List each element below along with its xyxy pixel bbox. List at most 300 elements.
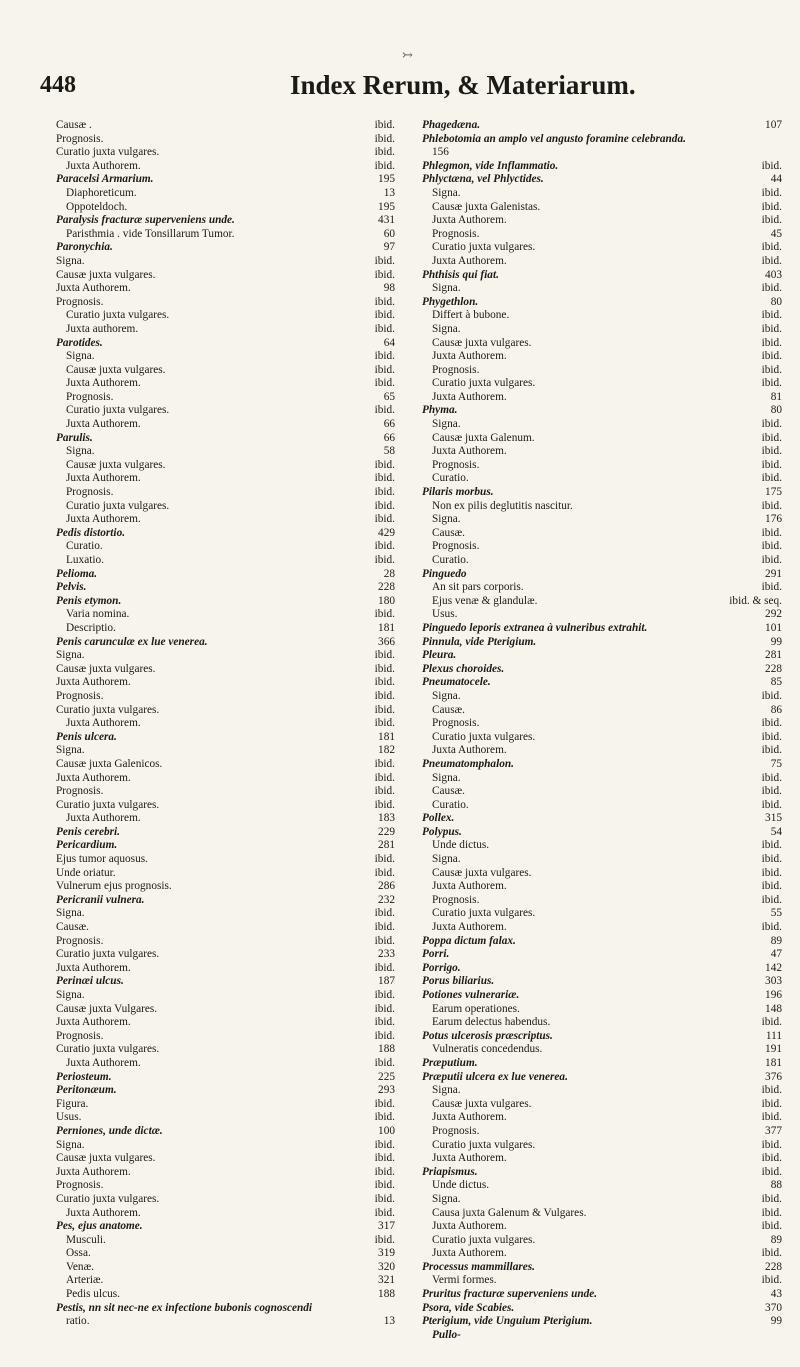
entry-page-ref: 54 [770,825,782,838]
entry-text: Juxta Authorem. [56,1165,131,1178]
entry-page-ref: ibid. [761,214,782,227]
entry-page-ref: ibid. [374,989,395,1001]
entry-page-ref: 315 [765,812,782,825]
entry-page-ref: ibid. [374,472,395,485]
index-entry [422,296,782,310]
index-entry [422,1125,782,1139]
entry-page-ref: 66 [383,431,395,444]
entry-text: Usus. [56,1111,82,1124]
index-entry [422,717,782,731]
index-entry [56,201,419,215]
index-entry [422,459,782,473]
entry-page-ref: ibid. [761,1247,782,1260]
entry-page-ref: ibid. [374,1016,395,1029]
entry-text: Signa. [56,907,85,920]
entry-text: Pestis, nn sit nec-ne ex infectione bubonis cognoscendi [56,1301,313,1314]
index-entry [56,921,419,935]
entry-page-ref: ibid. [374,377,395,390]
index-entry [422,323,782,337]
entry-text: Musculi. [66,1233,106,1246]
index-entry [422,731,782,745]
entry-page-ref: 377 [765,1124,782,1137]
entry-text: Curatio. [432,472,469,485]
entry-page-ref: ibid. [374,703,395,716]
entry-text: Perinæi ulcus. [56,975,124,988]
index-entry [422,704,782,718]
index-entry [422,785,782,799]
entry-text: Ejus tumor aquosus. [56,853,148,866]
entry-page-ref: ibid. [374,268,395,281]
entry-text: Causæ juxta Galenum. [432,431,535,444]
entry-text: Curatio juxta vulgares. [432,907,536,920]
entry-text: Unde dictus. [432,1179,490,1192]
index-entry [56,1071,419,1085]
entry-text: Causæ juxta vulgares. [56,662,156,675]
entry-text: Pinnula, vide Pterigium. [422,635,537,648]
entry-page-ref: 98 [383,282,395,295]
index-entry [422,595,782,609]
entry-text: Signa. [432,322,461,335]
index-entry [422,907,782,921]
entry-page-ref: ibid. [761,717,782,730]
entry-page-ref: ibid. [374,1192,395,1205]
entry-page-ref: 195 [378,173,395,186]
entry-text: Psora, vide Scabies. [422,1301,515,1314]
entry-text: Prognosis. [432,227,480,240]
entry-page-ref: ibid. [761,689,782,702]
entry-text: Curatio juxta vulgares. [432,1138,536,1151]
entry-text: Signa. [432,282,461,295]
entry-text: Phlebotomia an amplo vel angusto foramine celebranda. [422,132,686,145]
entry-text: Pelvis. [56,581,87,594]
index-entry [422,500,782,514]
entry-text: Signa. [66,445,95,458]
entry-text: Unde oriatur. [56,866,116,879]
entry-text: Juxta Authorem. [432,744,507,757]
entry-text: Causæ juxta Galenicos. [56,757,163,770]
entry-page-ref: ibid. [374,146,395,159]
entry-page-ref: 55 [770,907,782,920]
index-entry [56,1288,419,1302]
index-entry [56,1247,419,1261]
entry-text: Earum delectus habendus. [432,1016,551,1029]
entry-text: Prognosis. [56,1179,104,1192]
entry-page-ref: ibid. [761,839,782,852]
entry-text: Juxta Authorem. [66,1056,141,1069]
index-entry [56,432,419,446]
entry-page-ref: 88 [770,1179,782,1192]
index-entry [422,663,782,677]
entry-text: Causæ. [432,703,465,716]
entry-text: Prognosis. [56,785,104,798]
entry-text: Præputium. [422,1056,478,1069]
page-title: Index Rerum, & Materiarum. [290,70,636,100]
entry-text: Potiones vulnerariæ. [422,989,520,1001]
entry-text: Præputii ulcera ex lue venerea. [422,1070,568,1083]
entry-text: Curatio juxta vulgares. [56,703,160,716]
entry-text: Curatio. [432,798,469,811]
index-entry [56,350,419,364]
entry-text: Pinguedo leporis extranea à vulneribus extrahit. [422,621,648,634]
entry-text: Descriptio. [66,621,116,634]
entry-page-ref: ibid. [761,1274,782,1287]
index-entry [422,540,782,554]
entry-page-ref: ibid. [374,921,395,934]
entry-text: Curatio juxta vulgares. [432,730,536,743]
entry-page-ref: 429 [378,526,395,539]
entry-page-ref: 45 [770,227,782,240]
index-entry [422,241,782,255]
entry-text: Juxta Authorem. [66,418,141,431]
index-entry [56,1234,419,1248]
entry-page-ref: ibid. [374,676,395,689]
entry-text: Pruritus fracturæ superveniens unde. [422,1288,598,1301]
entry-page-ref: ibid. [761,363,782,376]
index-entry [56,187,419,201]
entry-text: Signa. [432,1084,461,1097]
entry-page-ref: ibid. [374,785,395,798]
index-entry [56,1152,419,1166]
index-entry [422,445,782,459]
entry-page-ref: 100 [378,1124,395,1137]
entry-text: Pullo- [432,1328,461,1341]
entry-page-ref: ibid. [374,1097,395,1110]
index-entry [56,989,419,1003]
index-entry [422,772,782,786]
index-entry [422,228,782,242]
entry-text: Curatio juxta vulgares. [56,1192,160,1205]
entry-text: Curatio juxta vulgares. [432,241,536,254]
entry-text: Prognosis. [56,934,104,947]
index-entry [56,1193,419,1207]
index-entry [56,1139,419,1153]
entry-text: Signa. [56,254,85,267]
index-entry [422,160,782,174]
index-entry [56,704,419,718]
entry-text: Juxta Authorem. [432,921,507,934]
index-entry [56,486,419,500]
entry-text: Paristhmia . vide Tonsillarum Tumor. [66,227,235,240]
entry-page-ref: ibid. [761,200,782,213]
entry-text: Prognosis. [56,132,104,145]
entry-page-ref: 175 [765,486,782,499]
index-entry [422,758,782,772]
entry-text: Signa. [432,771,461,784]
entry-text: Curatio juxta vulgares. [66,404,170,417]
entry-text: Pterigium, vide Unguium Pterigium. [422,1315,593,1328]
index-entry [56,133,419,147]
index-entry [56,472,419,486]
entry-text: Periosteum. [56,1070,112,1083]
index-entry [56,500,419,514]
entry-text: Earum operationes. [432,1002,520,1015]
entry-page-ref: ibid. [761,499,782,512]
entry-text: Ejus venæ & glandulæ. [432,594,538,607]
entry-page-ref: ibid. [374,322,395,335]
index-entry [422,404,782,418]
entry-text: Juxta Authorem. [432,1111,507,1124]
index-entry [56,894,419,908]
entry-text: Causæ juxta vulgares. [432,866,532,879]
index-entry [56,119,419,133]
entry-text: Penis carunculæ ex lue venerea. [56,635,208,648]
entry-page-ref: 281 [765,649,782,662]
entry-text: Poppa dictum falax. [422,934,516,947]
entry-page-ref: 228 [765,662,782,675]
entry-text: Juxta Authorem. [56,771,131,784]
entry-page-ref: ibid. [761,282,782,295]
entry-text: Juxta Authorem. [432,214,507,227]
index-entry [56,1043,419,1057]
index-entry [422,989,782,1003]
entry-page-ref: ibid. [374,1029,395,1042]
entry-text: Juxta Authorem. [56,1016,131,1029]
index-entry [56,948,419,962]
entry-page-ref: ibid. [761,1192,782,1205]
index-entry [422,1179,782,1193]
index-entry [422,513,782,527]
entry-text: Penis etymon. [56,594,122,607]
entry-page-ref: 107 [765,119,782,131]
entry-text: Juxta Authorem. [56,961,131,974]
index-entry [422,350,782,364]
index-entry [422,1315,782,1329]
entry-text: Vulneratis concedendus. [432,1043,543,1056]
entry-page-ref: 89 [770,1233,782,1246]
entry-text: Luxatio. [66,554,104,566]
entry-text: Signa. [432,186,461,199]
entry-page-ref: 13 [383,186,395,199]
entry-text: Causæ juxta vulgares. [66,458,166,471]
entry-page-ref: ibid. [761,322,782,335]
entry-text: Curatio juxta vulgares. [66,309,170,322]
index-entry [422,1084,782,1098]
entry-page-ref: ibid. [374,662,395,675]
entry-text: Polypus. [422,825,462,838]
entry-page-ref: ibid. [374,608,395,621]
entry-page-ref: 232 [378,893,395,906]
entry-page-ref: ibid. [374,499,395,512]
index-entry [422,1220,782,1234]
entry-text: Oppoteldoch. [66,200,128,213]
entry-text: Juxta Authorem. [66,812,141,825]
entry-page-ref: 89 [770,934,782,947]
entry-page-ref: 81 [770,390,782,403]
entry-page-ref: 233 [378,948,395,961]
index-entry [56,826,419,840]
entry-page-ref: 376 [765,1070,782,1083]
entry-text: Juxta Authorem. [66,513,141,526]
entry-page-ref: ibid. [761,472,782,485]
index-entry [56,1274,419,1288]
index-entry [422,269,782,283]
entry-text: Juxta Authorem. [432,1152,507,1165]
index-entry [422,1193,782,1207]
entry-text: Curatio juxta vulgares. [56,948,160,961]
entry-page-ref: ibid. [374,554,395,566]
entry-text: Penis cerebri. [56,825,121,838]
index-entry [422,1261,782,1275]
entry-page-ref: ibid. [761,1165,782,1178]
entry-text: Juxta Authorem. [432,254,507,267]
entry-text: Causæ juxta vulgares. [432,336,532,349]
entry-text: Juxta Authorem. [432,1220,507,1233]
entry-text: Penis ulcera. [56,730,117,743]
entry-text: Causæ . [56,119,92,131]
index-entry [422,472,782,486]
entry-page-ref: 228 [378,581,395,594]
entry-text: Juxta authorem. [66,322,139,335]
index-entry [56,663,419,677]
entry-text: Prognosis. [432,458,480,471]
entry-page-ref: 176 [765,513,782,526]
index-entry [422,133,782,147]
index-entry [422,568,782,582]
entry-text: Usus. [432,608,458,621]
index-entry [422,1247,782,1261]
index-entry [56,758,419,772]
index-entry [56,690,419,704]
entry-page-ref: 286 [378,880,395,893]
entry-page-ref: ibid. [374,295,395,308]
entry-text: Juxta Authorem. [66,717,141,730]
entry-text: Unde dictus. [432,839,490,852]
entry-page-ref: 321 [378,1274,395,1287]
index-entry [56,880,419,894]
entry-page-ref: ibid. [374,771,395,784]
entry-text: Curatio juxta vulgares. [56,798,160,811]
index-entry [56,1030,419,1044]
index-entry [56,1057,419,1071]
entry-page-ref: ibid. [374,1165,395,1178]
entry-text: Arteriæ. [66,1274,104,1287]
index-entry [422,1043,782,1057]
entry-text: Juxta Authorem. [432,445,507,458]
entry-page-ref: ibid. [761,418,782,431]
entry-page-ref: ibid. [374,866,395,879]
index-entry [56,812,419,826]
entry-page-ref: 86 [770,703,782,716]
index-entry [56,731,419,745]
right-column [422,119,782,1342]
index-entry [422,146,782,160]
entry-page-ref: ibid. [374,119,395,131]
entry-text: Juxta Authorem. [66,1206,141,1219]
page-header [40,70,780,106]
entry-page-ref: 187 [378,975,395,988]
entry-page-ref: 191 [765,1043,782,1056]
entry-text: Signa. [56,989,85,1001]
entry-page-ref: ibid. [374,254,395,267]
entry-page-ref: 303 [765,975,782,988]
entry-text: Juxta Authorem. [432,880,507,893]
entry-text: Curatio. [432,554,469,566]
index-entry [56,364,419,378]
entry-page-ref: ibid. [374,458,395,471]
index-entry [422,309,782,323]
entry-text: Paracelsi Armarium. [56,173,154,186]
entry-text: Pilaris morbus. [422,486,494,499]
entry-page-ref: 99 [770,635,782,648]
entry-text: Porus biliarius. [422,975,495,988]
entry-page-ref: ibid. [761,431,782,444]
index-entry [422,649,782,663]
index-entry [422,1302,782,1316]
entry-page-ref: 99 [770,1315,782,1328]
index-entry [422,377,782,391]
entry-page-ref: 181 [378,730,395,743]
index-entry [56,1016,419,1030]
entry-text: Phygethlon. [422,295,479,308]
entry-page-ref: 28 [383,567,395,580]
entry-text: Causæ juxta vulgares. [432,1097,532,1110]
index-entry [422,364,782,378]
entry-page-ref: ibid. [761,1111,782,1124]
entry-text: Prognosis. [432,363,480,376]
index-entry [56,839,419,853]
index-entry [422,1288,782,1302]
entry-page-ref: ibid. [761,744,782,757]
entry-text: Differt à bubone. [432,309,510,322]
index-entry [56,867,419,881]
entry-text: Ossa. [66,1247,91,1260]
entry-text: Porrigo. [422,961,461,974]
entry-text: Signa. [432,853,461,866]
entry-page-ref: ibid. [374,1111,395,1124]
entry-page-ref: 47 [770,948,782,961]
index-entry [56,1261,419,1275]
index-entry [56,636,419,650]
index-entry [56,1125,419,1139]
entry-page-ref: ibid. [761,458,782,471]
entry-page-ref: ibid. [374,350,395,363]
index-entry [56,337,419,351]
entry-page-ref: 142 [765,961,782,974]
entry-page-ref: ibid. [761,186,782,199]
entry-text: Prognosis. [56,1029,104,1042]
index-entry [422,921,782,935]
index-entry [422,337,782,351]
entry-text: Non ex pilis deglutitis nascitur. [432,499,573,512]
entry-text: Causæ. [432,785,465,798]
entry-page-ref: ibid. [374,1179,395,1192]
index-entry [422,432,782,446]
entry-page-ref: 188 [378,1288,395,1301]
entry-page-ref: 291 [765,567,782,580]
entry-page-ref: ibid. [761,159,782,172]
entry-page-ref: 182 [378,744,395,757]
entry-text: Juxta Authorem. [66,472,141,485]
entry-page-ref: ibid. [761,1084,782,1097]
entry-text: Causa juxta Galenum & Vulgares. [432,1206,587,1219]
index-entry [56,799,419,813]
entry-page-ref: ibid. [761,1206,782,1219]
entry-text: Plexus choroides. [422,662,505,675]
index-entry [56,255,419,269]
index-entry [56,676,419,690]
entry-page-ref: ibid. [761,309,782,322]
index-entry [56,540,419,554]
index-entry [56,907,419,921]
entry-page-ref: ibid. [761,798,782,811]
entry-page-ref: ibid. [761,554,782,566]
entry-text: Pleura. [422,649,457,662]
entry-text: Juxta Authorem. [66,159,141,172]
entry-page-ref: 148 [765,1002,782,1015]
entry-text: Causæ. [56,921,89,934]
index-entry [422,119,782,133]
entry-text: Curatio juxta vulgares. [432,1233,536,1246]
